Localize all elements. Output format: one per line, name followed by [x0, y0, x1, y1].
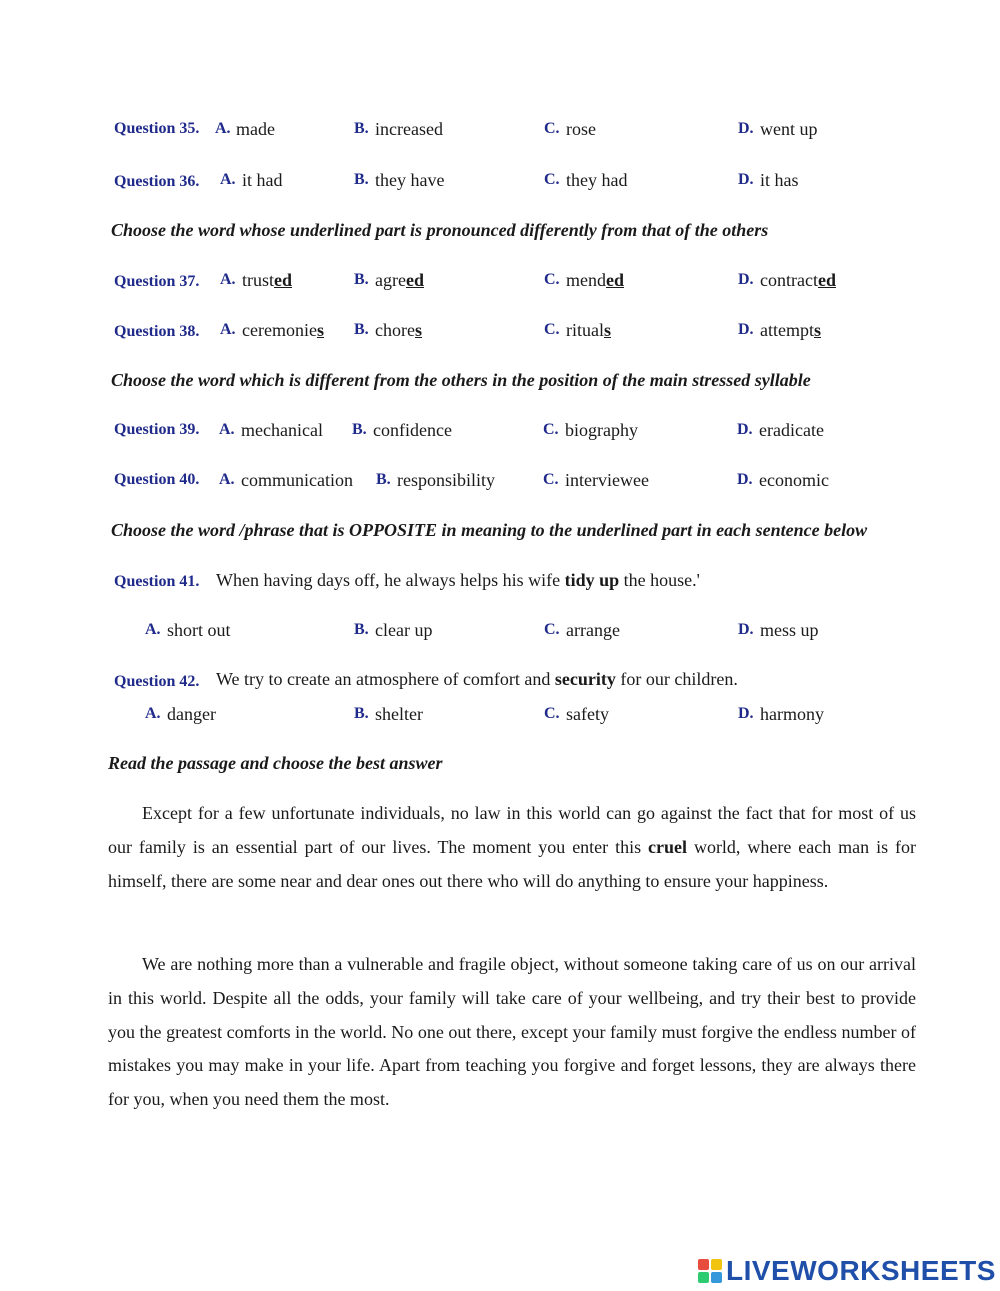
- logo-block: [698, 1272, 709, 1283]
- option-letter-a: A.: [219, 421, 235, 438]
- option-letter-c: C.: [544, 321, 560, 338]
- underlined-part: s: [604, 320, 612, 340]
- option-letter-d: D.: [738, 171, 754, 188]
- option-letter-d: D.: [738, 321, 754, 338]
- option-letter-b: B.: [354, 171, 369, 188]
- option-letter-a: A.: [220, 321, 236, 338]
- question-label: Question 37.: [114, 273, 200, 290]
- option-letter-d: D.: [738, 120, 754, 137]
- option-a[interactable]: made: [236, 119, 275, 139]
- option-letter-d: D.: [737, 421, 753, 438]
- option-b[interactable]: shelter: [375, 704, 423, 724]
- option-c[interactable]: safety: [566, 704, 609, 724]
- option-letter-d: D.: [738, 705, 754, 722]
- option-letter-a: A.: [220, 171, 236, 188]
- question-label: Question 35.: [114, 120, 200, 137]
- logo-block: [698, 1259, 709, 1270]
- option-a[interactable]: danger: [167, 704, 216, 724]
- option-letter-b: B.: [354, 120, 369, 137]
- question-text-pre: We try to create an atmosphere of comfort and: [216, 669, 555, 689]
- option-c[interactable]: [566, 267, 624, 293]
- option-d[interactable]: it has: [760, 170, 799, 190]
- underlined-phrase: tidy up: [564, 570, 620, 590]
- option-a[interactable]: [242, 267, 292, 293]
- option-letter-c: C.: [544, 705, 560, 722]
- paragraph-text: world, where each man is for himself, there are some near and dear ones out there who will do anything to ensure your happiness.: [108, 836, 916, 891]
- option-a[interactable]: it had: [242, 170, 283, 190]
- option-a[interactable]: short out: [167, 620, 231, 640]
- underlined-part: s: [414, 320, 422, 340]
- option-b[interactable]: [375, 267, 424, 293]
- option-c[interactable]: rose: [566, 119, 596, 139]
- logo-blocks-icon: [698, 1259, 722, 1283]
- question-42-stem: [0, 666, 1000, 692]
- section-heading-reading: Read the passage and choose the best answer: [108, 753, 443, 773]
- logo-block: [711, 1272, 722, 1283]
- option-letter-d: D.: [737, 471, 753, 488]
- option-b[interactable]: increased: [375, 119, 443, 139]
- question-label: Question 40.: [114, 471, 200, 488]
- option-c[interactable]: [566, 317, 611, 343]
- question-label: Question 38.: [114, 323, 200, 340]
- option-letter-b: B.: [354, 621, 369, 638]
- bold-word: cruel: [648, 836, 688, 857]
- option-a[interactable]: communication: [241, 470, 353, 490]
- option-letter-a: A.: [215, 120, 231, 137]
- underlined-part: ed: [405, 270, 424, 290]
- paragraph-text: Except for a few unfortunate individuals, no law in this world can go against the fact that for most of us our family is an essential part of our lives. The moment you enter this: [108, 803, 916, 857]
- option-letter-c: C.: [544, 120, 560, 137]
- option-letter-b: B.: [352, 421, 367, 438]
- option-text: mend: [566, 270, 606, 290]
- option-d[interactable]: harmony: [760, 704, 824, 724]
- question-41-options: [0, 617, 1000, 643]
- question-text-post: for our children.: [615, 669, 738, 689]
- section-heading-opposite: Choose the word /phrase that is OPPOSITE in meaning to the underlined part in each sentence below: [111, 520, 868, 540]
- option-c[interactable]: arrange: [566, 620, 620, 640]
- option-c[interactable]: biography: [565, 420, 638, 440]
- section-heading-pronunciation: Choose the word whose underlined part is pronounced differently from that of the others: [111, 220, 769, 240]
- option-letter-b: B.: [354, 271, 369, 288]
- option-a[interactable]: [242, 317, 324, 343]
- question-37: [0, 267, 1000, 293]
- passage-paragraph-2: We are nothing more than a vulnerable and fragile object, without someone taking care of us on our arrival in this world. Despite all the odds, your family will take care of your wellbeing, and try their best to provide you the greatest comforts in the world. No one out there, except your family must forgive the endless number of mistakes you may make in your life. Apart from teaching you forgive and forget lessons, they are always there for you, when you need them the most.: [108, 954, 916, 1110]
- option-a[interactable]: mechanical: [241, 420, 323, 440]
- underlined-part: s: [316, 320, 324, 340]
- question-label: Question 41.: [114, 573, 200, 590]
- underlined-part: ed: [606, 270, 624, 290]
- option-text: ceremonie: [242, 320, 317, 340]
- option-d[interactable]: eradicate: [759, 420, 824, 440]
- question-text-pre: When having days off, he always helps his wife: [216, 570, 565, 590]
- option-letter-c: C.: [544, 171, 560, 188]
- passage-paragraph-1: [108, 797, 916, 898]
- question-39: [0, 417, 1000, 443]
- option-letter-b: B.: [354, 321, 369, 338]
- underlined-part: ed: [817, 270, 836, 290]
- question-text: [216, 666, 738, 692]
- option-d[interactable]: mess up: [760, 620, 819, 640]
- option-b[interactable]: clear up: [375, 620, 433, 640]
- option-text: ritual: [566, 320, 604, 340]
- option-d[interactable]: [760, 317, 821, 343]
- option-letter-a: A.: [145, 705, 161, 722]
- question-label: Question 39.: [114, 421, 200, 438]
- question-text: [216, 567, 700, 593]
- underlined-phrase: security: [554, 669, 616, 689]
- option-text: trust: [242, 270, 275, 290]
- option-letter-c: C.: [543, 421, 559, 438]
- option-letter-c: C.: [544, 271, 560, 288]
- option-c[interactable]: interviewee: [565, 470, 649, 490]
- option-b[interactable]: they have: [375, 170, 445, 190]
- question-41-stem: [0, 567, 1000, 593]
- question-label: Question 42.: [114, 673, 200, 690]
- option-letter-c: C.: [543, 471, 559, 488]
- option-d[interactable]: economic: [759, 470, 829, 490]
- question-36: [0, 167, 1000, 193]
- section-heading-stress: Choose the word which is different from the others in the position of the main stressed syllable: [111, 370, 811, 390]
- option-b[interactable]: [375, 317, 422, 343]
- option-text: chore: [375, 320, 415, 340]
- question-38: [0, 317, 1000, 343]
- option-d[interactable]: went up: [760, 119, 818, 139]
- option-letter-b: B.: [354, 705, 369, 722]
- option-text: attempt: [760, 320, 814, 340]
- logo-text: LIVEWORKSHEETS: [726, 1255, 996, 1286]
- question-40: [0, 467, 1000, 493]
- option-b[interactable]: confidence: [373, 420, 452, 440]
- option-letter-a: A.: [145, 621, 161, 638]
- option-letter-d: D.: [738, 271, 754, 288]
- option-letter-b: B.: [376, 471, 391, 488]
- option-letter-a: A.: [219, 471, 235, 488]
- option-text: agre: [375, 270, 406, 290]
- option-letter-c: C.: [544, 621, 560, 638]
- option-c[interactable]: they had: [566, 170, 628, 190]
- option-letter-d: D.: [738, 621, 754, 638]
- question-42-options: [0, 701, 1000, 727]
- option-letter-a: A.: [220, 271, 236, 288]
- question-text-post: the house.': [619, 570, 700, 590]
- liveworksheets-logo: [698, 1254, 996, 1288]
- logo-block: [711, 1259, 722, 1270]
- option-text: contract: [760, 270, 818, 290]
- underlined-part: s: [813, 320, 821, 340]
- option-b[interactable]: responsibility: [397, 470, 495, 490]
- question-label: Question 36.: [114, 173, 200, 190]
- option-d[interactable]: [760, 267, 836, 293]
- question-35: [0, 116, 1000, 142]
- underlined-part: ed: [274, 270, 293, 290]
